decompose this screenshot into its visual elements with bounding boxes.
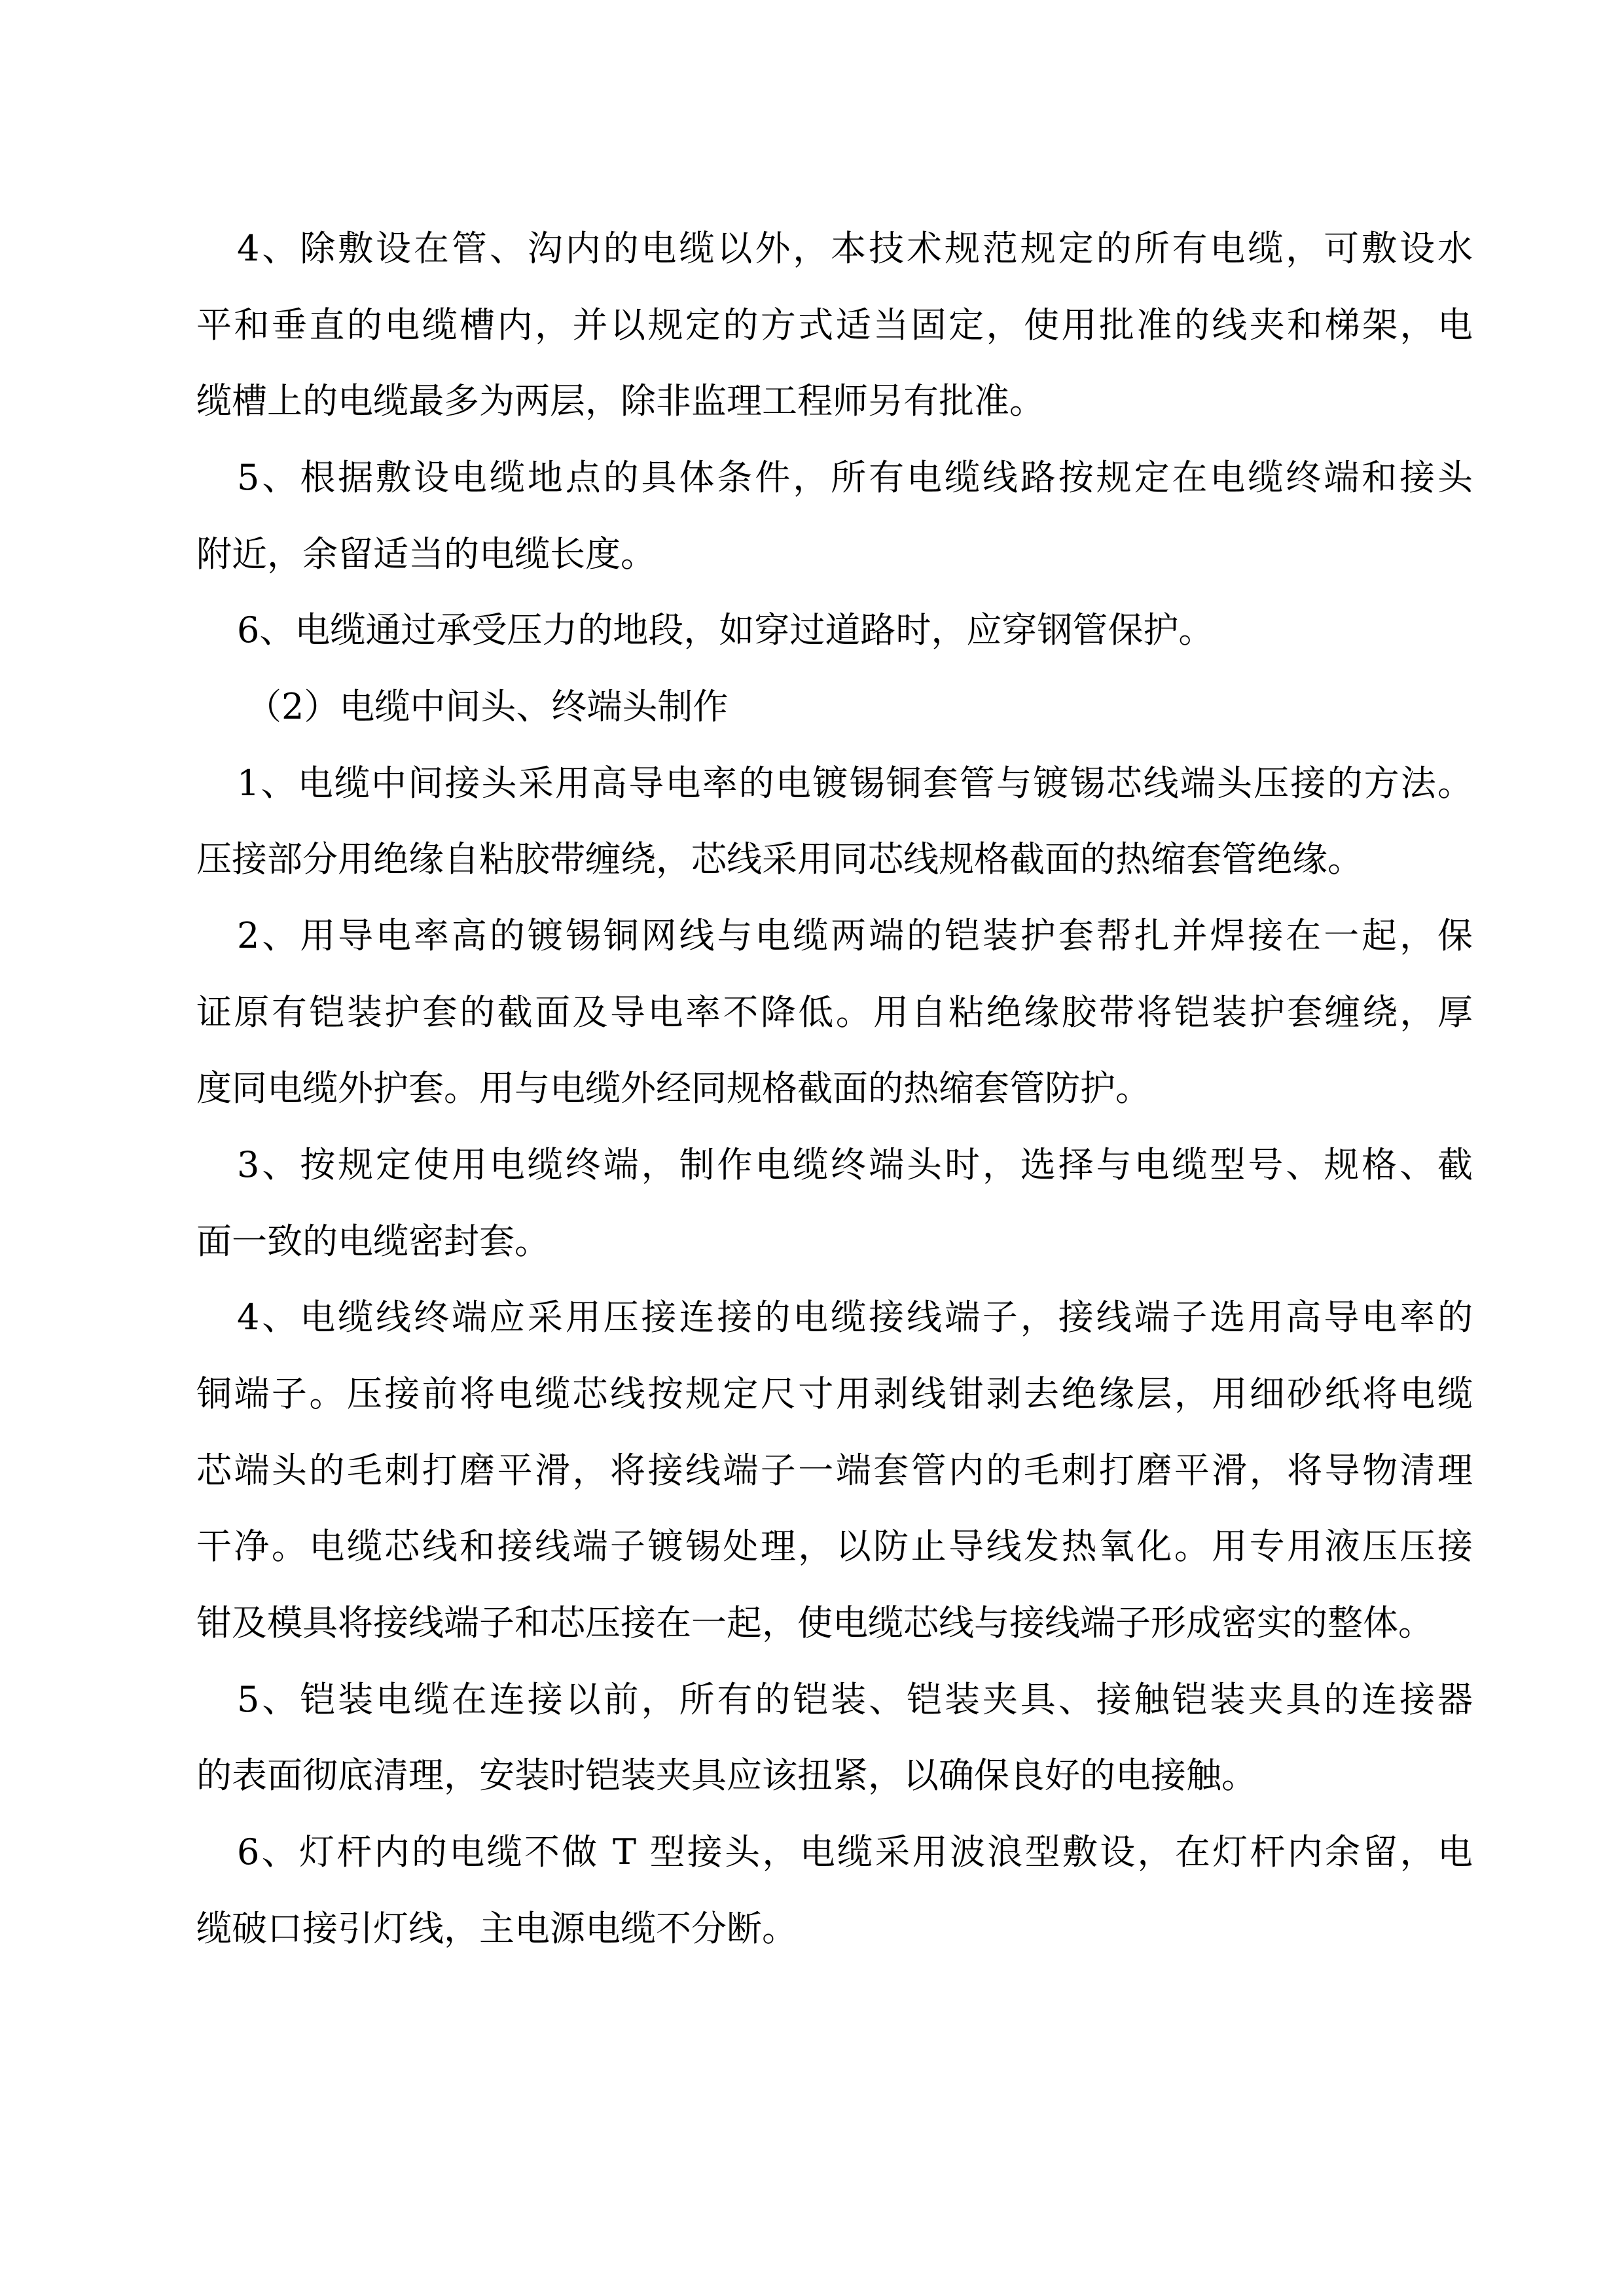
paragraph-line: 度同电缆外护套。用与电缆外经同规格截面的热缩套管防护。 [196,1067,1151,1109]
paragraph-line: 附近，余留适当的电缆长度。 [196,533,656,575]
paragraph-line: 6、灯杆内的电缆不做 T 型接头，电缆采用波浪型敷设，在灯杆内余留，电 [237,1831,1473,1873]
paragraph-line: 6、电缆通过承受压力的地段，如穿过道路时，应穿钢管保护。 [237,609,1214,651]
paragraph-line: 的表面彻底清理，安装时铠装夹具应该扭紧，以确保良好的电接触。 [196,1755,1257,1796]
section-heading: （2）电缆中间头、终端头制作 [246,686,729,727]
paragraph-line: 2、用导电率高的镀锡铜网线与电缆两端的铠装护套帮扎并焊接在一起，保 [237,915,1473,956]
paragraph-line: 4、除敷设在管、沟内的电缆以外，本技术规范规定的所有电缆，可敷设水 [237,228,1473,269]
paragraph-line: 铜端子。压接前将电缆芯线按规定尺寸用剥线钳剥去绝缘层，用细砂纸将电缆 [196,1373,1473,1414]
paragraph-line: 钳及模具将接线端子和芯压接在一起，使电缆芯线与接线端子形成密实的整体。 [196,1602,1434,1643]
paragraph-line: 5、根据敷设电缆地点的具体条件，所有电缆线路按规定在电缆终端和接头 [237,457,1473,498]
paragraph-line: 3、按规定使用电缆终端，制作电缆终端头时，选择与电缆型号、规格、截 [237,1144,1473,1185]
paragraph-line: 压接部分用绝缘自粘胶带缠绕，芯线采用同芯线规格截面的热缩套管绝缘。 [196,838,1363,880]
paragraph-line: 缆槽上的电缆最多为两层，除非监理工程师另有批准。 [196,380,1045,422]
paragraph-line: 平和垂直的电缆槽内，并以规定的方式适当固定，使用批准的线夹和梯架，电 [196,304,1473,346]
paragraph-line: 芯端头的毛刺打磨平滑，将接线端子一端套管内的毛刺打磨平滑，将导物清理 [196,1450,1473,1491]
paragraph-line: 干净。电缆芯线和接线端子镀锡处理，以防止导线发热氧化。用专用液压压接 [196,1526,1473,1567]
paragraph-line: 1、电缆中间接头采用高导电率的电镀锡铜套管与镀锡芯线端头压接的方法。 [237,762,1473,804]
paragraph-line: 证原有铠装护套的截面及导电率不降低。用自粘绝缘胶带将铠装护套缠绕，厚 [196,992,1473,1033]
paragraph-line: 5、铠装电缆在连接以前，所有的铠装、铠装夹具、接触铠装夹具的连接器 [237,1679,1473,1720]
paragraph-line: 缆破口接引灯线，主电源电缆不分断。 [196,1908,797,1949]
paragraph-line: 面一致的电缆密封套。 [196,1221,550,1262]
paragraph-line: 4、电缆线终端应采用压接连接的电缆接线端子，接线端子选用高导电率的 [237,1297,1473,1338]
